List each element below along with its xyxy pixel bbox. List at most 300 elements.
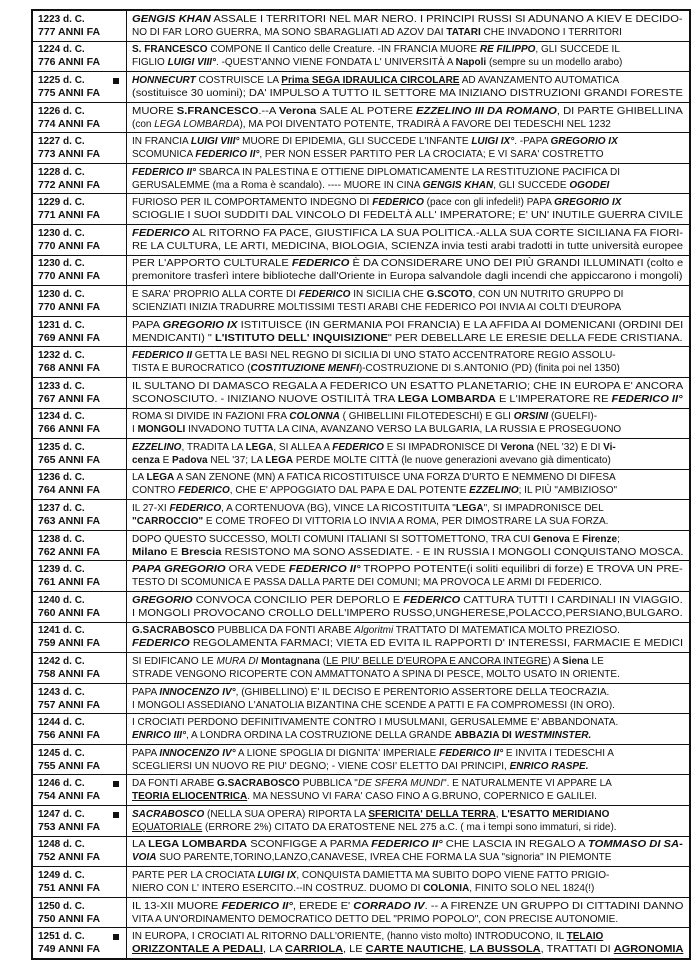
timeline-row	[33, 102, 689, 133]
event-text-segment: ( GHIBELLINI FILOTEDESCHI) E GLI	[339, 411, 514, 423]
event-text-segment: FEDERICO II°	[288, 564, 361, 576]
event-text-line	[132, 729, 684, 742]
year-label: 1244 d. C.	[38, 717, 85, 729]
event-text-segment: FEDERICO II°	[371, 839, 443, 851]
timeline-row	[33, 744, 689, 775]
year-label: 1224 d. C.	[38, 44, 85, 56]
square-marker-icon	[113, 78, 119, 84]
event-text-run	[132, 166, 620, 179]
event-text-segment: EZZELINO	[132, 441, 182, 453]
event-text-segment: LE PIU' BELLE D'EUROPA E ANCORA INTEGRE	[326, 655, 548, 667]
years-ago-label: 775 ANNI FA	[38, 86, 101, 99]
years-ago-label: 750 ANNI FA	[38, 912, 101, 925]
event-text-run	[132, 179, 609, 192]
event-text-segment: LEGA	[265, 454, 294, 466]
event-text-segment: , CON UN NUTRITO GRUPPO DI	[472, 288, 624, 300]
event-text-segment: (NELLA SUA OPERA) RIPORTA LA	[204, 808, 369, 820]
event-text-segment: IL 27-XI	[132, 503, 170, 515]
event-text-segment: Milano	[132, 546, 168, 558]
years-ago-label: 771 ANNI FA	[38, 209, 101, 222]
timeline-row	[33, 255, 689, 286]
year-label: 1237 d. C.	[38, 503, 85, 515]
square-marker-icon	[113, 934, 119, 940]
event-text-segment: MENDICANTI) "	[132, 332, 215, 344]
event-text-run	[132, 74, 619, 87]
event-text-segment: FEDERICO	[372, 197, 424, 209]
year-label: 1238 d. C.	[38, 533, 85, 545]
event-text-segment: I MONGOLI PROVOCANO CROLLO DELL'IMPERO RUSSO,UNGHERESE,POLACCO,PERSIANO,BULGARO.	[132, 607, 683, 619]
event-text-segment: ), MA POI DIVENTATO POTENTE, TRADIRÀ A FAVORE DEI TEDESCHI NEL 1232	[239, 118, 611, 130]
event-text-line	[132, 563, 684, 576]
year-label: 1228 d. C.	[38, 166, 85, 178]
event-text-segment: " PER DEBELLARE LE ERESIE DELLA FEDE CRISTIANA.	[387, 332, 683, 344]
timeline-row	[33, 438, 689, 469]
event-cell	[127, 928, 689, 958]
event-text-segment: Verona	[500, 441, 534, 453]
event-text-line	[132, 716, 684, 729]
event-text-segment: LA BUSSOLA	[469, 944, 541, 956]
year-line	[38, 809, 126, 821]
years-ago-label: 770 ANNI FA	[38, 239, 101, 252]
event-text-run	[132, 441, 616, 454]
date-cell	[33, 470, 127, 500]
event-text-segment: , LA	[262, 944, 285, 956]
timeline-row	[33, 622, 689, 653]
date-cell	[33, 623, 127, 653]
event-text-segment: ) A	[547, 655, 563, 667]
event-text-segment: PAPA	[132, 319, 163, 331]
event-text-segment: CORRADO IV	[353, 900, 425, 912]
event-text-segment: SCONOSCIUTO. - INIZIANO NUOVE OSTILITÀ TRA	[132, 393, 398, 405]
event-text-segment: )-COSTRUZIONE DI S.ANTONIO (PD) (finita poi nel 1350)	[358, 363, 620, 375]
event-text-line	[132, 655, 684, 668]
event-text-segment: .--A	[258, 105, 279, 117]
event-text-segment: , TRATTATI DI	[540, 944, 614, 956]
event-text-segment: EZZELINO	[469, 485, 519, 497]
year-label: 1250 d. C.	[38, 900, 85, 912]
event-text-run	[132, 87, 683, 100]
event-text-run	[132, 624, 620, 637]
event-text-line	[132, 332, 684, 345]
event-text-line	[132, 301, 684, 314]
event-text-run	[132, 393, 683, 406]
years-ago-label: 770 ANNI FA	[38, 270, 101, 283]
date-cell	[33, 928, 127, 958]
timeline-row	[33, 530, 689, 561]
year-line	[38, 870, 126, 882]
event-text-segment: COSTRUISCE LA	[195, 74, 282, 86]
event-text-segment: ASSALE I TERRITORI NEL MAR NERO. I PRINCIPI RUSSI SI ADUNANO A KIEV E DECIDO-	[210, 13, 683, 25]
event-text-segment: EZZELINO III DA ROMANO	[416, 105, 557, 117]
event-text-line	[132, 166, 684, 179]
year-line	[38, 564, 126, 576]
event-text-segment: ;	[617, 533, 620, 545]
event-text-run	[132, 270, 682, 283]
event-text-run	[132, 105, 683, 118]
event-text-segment: Brescia	[181, 546, 222, 558]
event-cell	[127, 256, 689, 286]
event-text-segment: GENGIS KHAN	[132, 13, 211, 25]
years-ago-label: 754 ANNI FA	[38, 790, 101, 803]
event-text-segment: ". E NATURALMENTE VI APPARE LA	[443, 778, 612, 790]
event-text-line	[132, 423, 684, 436]
event-text-line	[132, 227, 684, 240]
event-text-segment: DOPO QUESTO SUCCESSO, MOLTI COMUNI ITALIANI SI SOTTOMETTONO, TRA CUI	[132, 533, 534, 545]
event-text-segment: LUIGI IX°	[471, 136, 515, 148]
years-ago-label: 756 ANNI FA	[38, 729, 101, 742]
event-text-line	[132, 43, 684, 56]
date-cell	[33, 745, 127, 775]
event-text-segment: . -QUEST'ANNO VIENE FONDATA L' UNIVERSITÀ A	[216, 57, 456, 69]
event-text-segment: E SI IMPADRONISCE DI	[383, 441, 501, 453]
timeline-row	[33, 652, 689, 683]
event-text-segment: RE LA CULTURA, LE ARTI, MEDICINA, BIOLOGIA, SCIENZA invia testi arabi tradotti in tutte università europee	[132, 240, 684, 252]
event-text-segment: IN EUROPA, I CROCIATI AL RITORNO DALL'ORIENTE, (hanno visto molto) INTRODUCONO, IL	[132, 931, 567, 943]
event-text-run	[132, 607, 683, 620]
event-text-segment: I CROCIATI PERDONO DEFINITIVAMENTE CONTRO I MUSULMANI, GERUSALEMME E' ABBANDONATA.	[132, 717, 619, 729]
timeline-row	[33, 41, 689, 72]
event-text-segment: PUBBLICA DA FONTI ARABE	[214, 625, 355, 637]
year-label: 1229 d. C.	[38, 197, 85, 209]
event-cell	[127, 42, 689, 72]
year-line	[38, 381, 126, 393]
event-text-run	[132, 882, 594, 895]
event-text-line	[132, 533, 684, 546]
years-ago-label: 764 ANNI FA	[38, 484, 101, 497]
event-text-run	[132, 790, 597, 803]
event-text-line	[132, 808, 684, 821]
event-cell	[127, 684, 689, 714]
event-text-segment: COLONNA	[289, 411, 340, 423]
event-text-segment: L'ISTITUTO DELL' INQUISIZIONE	[214, 332, 388, 344]
year-line	[38, 197, 126, 209]
event-text-segment: COMPONE Il Cantico delle Creature. -IN FRANCIA MUORE	[207, 44, 480, 56]
event-cell	[127, 531, 689, 561]
event-text-run	[132, 900, 683, 913]
event-text-segment: E COME TROFEO DI VITTORIA LO INVIA A ROMA, PER DIMOSTRARE LA SUA FORZA.	[203, 516, 609, 528]
event-text-segment: FIGLIO	[132, 57, 168, 69]
event-text-line	[132, 594, 684, 607]
event-text-line	[132, 319, 684, 332]
event-text-segment: GREGORIO IX	[550, 136, 618, 148]
date-cell	[33, 500, 127, 530]
year-label: 1227 d. C.	[38, 136, 85, 148]
event-text-run	[132, 686, 609, 699]
event-cell	[127, 409, 689, 439]
event-text-segment: (	[320, 655, 327, 667]
event-text-run	[132, 26, 622, 39]
timeline-row	[33, 805, 689, 836]
event-text-segment: SACRABOSCO	[132, 808, 205, 820]
event-cell	[127, 347, 689, 377]
event-text-run	[132, 209, 683, 222]
years-ago-label: 758 ANNI FA	[38, 667, 101, 680]
event-text-segment: "CARROCCIO"	[132, 516, 204, 528]
event-cell	[127, 470, 689, 500]
event-text-segment: ENRICO III°	[132, 730, 187, 742]
date-cell	[33, 194, 127, 224]
event-text-run	[132, 135, 618, 148]
event-text-segment: FEDERICO	[132, 638, 190, 650]
event-text-run	[132, 546, 683, 559]
timeline-row	[33, 346, 689, 377]
event-text-segment: , CONQUISTA DAMIETTA MA SUBITO DOPO VIENE FATTO PRIGIO-	[296, 869, 610, 881]
event-text-segment: FEDERICO	[332, 441, 384, 453]
event-text-run	[132, 240, 683, 253]
event-text-segment: CHE INVADONO I TERRITORI	[480, 26, 622, 38]
event-text-line	[132, 777, 684, 790]
event-text-segment: DA FONTI ARABE	[132, 778, 218, 790]
event-text-segment: PAPA GREGORIO	[132, 564, 226, 576]
event-text-segment: LA	[132, 839, 149, 851]
year-line	[38, 350, 126, 362]
event-text-line	[132, 393, 684, 406]
event-text-run	[132, 56, 622, 69]
event-text-segment: PUBBLICA "	[299, 778, 358, 790]
event-text-segment: , DI PARTE GHIBELLINA	[556, 105, 683, 117]
event-cell	[127, 745, 689, 775]
event-text-segment: Vi-	[603, 441, 616, 453]
event-text-segment: , PER NON ESSER PARTITO PER LA CROCIATA; E VI SARA' COSTRETTO	[259, 149, 604, 161]
event-text-run	[132, 943, 683, 956]
event-text-run	[132, 13, 683, 26]
years-ago-label: 768 ANNI FA	[38, 362, 101, 375]
event-text-run	[132, 747, 614, 760]
event-text-run	[132, 821, 617, 834]
event-text-line	[132, 196, 684, 209]
event-text-segment: FURIOSO PER IL COMPORTAMENTO INDEGNO DI	[132, 197, 373, 209]
event-text-segment: FEDERICO II°	[439, 747, 504, 759]
event-text-segment: , FINITO SOLO NEL 1824(!)	[469, 882, 595, 894]
event-text-run	[132, 43, 620, 56]
event-text-segment: E L'IMPERATORE RE	[495, 393, 612, 405]
event-cell	[127, 225, 689, 255]
timeline-row	[33, 499, 689, 530]
event-text-segment: TELAIO	[566, 931, 604, 943]
event-text-segment: Prima SEGA IDRAULICA CIRCOLARE	[281, 74, 460, 86]
year-line	[38, 228, 126, 240]
event-text-segment: GREGORIO	[132, 594, 193, 606]
year-label: 1246 d. C.	[38, 778, 85, 790]
date-cell	[33, 225, 127, 255]
event-text-segment: GREGORIO IX	[554, 197, 622, 209]
date-cell	[33, 72, 127, 102]
event-text-line	[132, 471, 684, 484]
event-text-line	[132, 838, 684, 851]
square-marker-icon	[113, 781, 119, 787]
event-text-line	[132, 105, 684, 118]
event-text-line	[132, 349, 684, 362]
event-text-segment: COLONIA	[423, 882, 470, 894]
year-label: 1233 d. C.	[38, 380, 85, 392]
event-text-segment: WESTMINSTER.	[514, 730, 592, 742]
event-text-segment: INVADONO TUTTA LA CINA, AVANZANO VERSO LA BULGARIA, LA RUSSIA E PROSEGUONO	[185, 424, 622, 436]
event-text-segment: LEGA LOMBARDA	[397, 393, 496, 405]
year-line	[38, 136, 126, 148]
event-text-segment: LE	[588, 655, 604, 667]
year-label: 1248 d. C.	[38, 839, 85, 851]
event-text-segment: LEGA	[245, 441, 274, 453]
event-text-run	[132, 502, 604, 515]
event-text-segment: TATARI	[446, 26, 481, 38]
event-text-segment: CHE LASCIA IN REGALO A	[442, 839, 588, 851]
event-text-segment: premonitore trasferì intere biblioteche dall'Oriente in Europa salvandole dagli incendi che appiccarono i mongoli)	[132, 271, 683, 283]
event-text-line	[132, 484, 684, 497]
event-text-segment: FEDERICO	[298, 288, 351, 300]
event-text-line	[132, 454, 684, 467]
event-text-segment: LA	[132, 472, 147, 484]
event-text-run	[132, 716, 618, 729]
event-text-segment: E	[167, 546, 182, 558]
event-text-segment: COSTITUZIONE MENFI	[250, 363, 359, 375]
event-text-segment: ; IL PIÙ "AMBIZIOSO"	[518, 485, 618, 497]
event-text-segment: , EREDE E'	[292, 900, 354, 912]
event-text-line	[132, 410, 684, 423]
event-cell	[127, 714, 689, 744]
event-text-segment: (sempre su un modello arabo)	[486, 57, 623, 69]
event-text-segment: SUO PARENTE,TORINO,LANZO,CANAVESE, IVREA CHE FORMA LA SUA "signoria" IN PIEMONTE	[156, 852, 612, 864]
event-text-run	[132, 362, 620, 375]
event-text-segment: E INVITA I TEDESCHI A	[503, 747, 614, 759]
event-text-run	[132, 729, 591, 742]
years-ago-label: 751 ANNI FA	[38, 881, 101, 894]
event-text-run	[132, 227, 683, 240]
year-line	[38, 106, 126, 118]
event-text-segment: G.SACRABOSCO	[132, 625, 215, 637]
event-text-run	[132, 471, 616, 484]
timeline-row	[33, 897, 689, 928]
event-text-segment: TESTO DI SCOMUNICA E PASSA DALLA PARTE DEI COMUNI; MA PROVOCA LE ARMI DI FEDERICO.	[132, 577, 602, 589]
event-text-segment: E	[159, 454, 173, 466]
timeline-row	[33, 683, 689, 714]
years-ago-label: 755 ANNI FA	[38, 759, 101, 772]
event-text-line	[132, 668, 684, 681]
event-text-line	[132, 288, 684, 301]
event-text-segment: Napoli	[455, 57, 487, 69]
event-text-segment: FEDERICO II°	[611, 393, 683, 405]
event-text-segment: FEDERICO	[169, 503, 222, 515]
event-text-segment: ORSINI	[513, 411, 549, 423]
years-ago-label: 773 ANNI FA	[38, 148, 101, 161]
date-cell	[33, 653, 127, 683]
year-line	[38, 931, 126, 943]
timeline-row	[33, 560, 689, 591]
year-label: 1251 d. C.	[38, 931, 85, 943]
event-text-run	[132, 533, 620, 546]
event-text-segment: CONTRO	[132, 485, 179, 497]
event-text-line	[132, 686, 684, 699]
year-label: 1223 d. C.	[38, 13, 85, 25]
event-cell	[127, 133, 689, 163]
event-text-segment: I MONGOLI ASSEDIANO L'ANATOLIA BIZANTINA CHE SCENDE A PATTI E FA COMPROMESSI (IN ORO).	[132, 699, 615, 711]
event-text-line	[132, 607, 684, 620]
event-text-line	[132, 851, 684, 864]
year-line	[38, 14, 126, 26]
year-label: 1225 d. C.	[38, 74, 85, 86]
event-text-line	[132, 13, 684, 26]
year-line	[38, 901, 126, 913]
event-text-run	[132, 148, 604, 161]
event-text-segment: Firenze	[582, 533, 618, 545]
timeline-row	[33, 591, 689, 622]
event-text-line	[132, 930, 684, 943]
year-line	[38, 656, 126, 668]
event-text-segment: Padova	[172, 454, 208, 466]
years-ago-label: 762 ANNI FA	[38, 545, 101, 558]
event-text-segment: LUIGI VIII°	[167, 57, 217, 69]
event-text-run	[132, 563, 683, 576]
event-text-line	[132, 760, 684, 773]
years-ago-label: 772 ANNI FA	[38, 178, 101, 191]
date-cell	[33, 592, 127, 622]
event-cell	[127, 194, 689, 224]
year-line	[38, 625, 126, 637]
year-line	[38, 75, 126, 87]
event-text-segment: , A CORTENUOVA (BG), VINCE LA RICOSTITUITA "	[221, 503, 456, 515]
event-text-line	[132, 515, 684, 528]
year-line	[38, 534, 126, 546]
date-cell	[33, 11, 127, 41]
event-text-segment: PERDE MOLTE CITTÀ (le nuove generazioni avevano già dimenticato)	[293, 454, 611, 466]
date-cell	[33, 347, 127, 377]
date-cell	[33, 531, 127, 561]
date-cell	[33, 42, 127, 72]
timeline-row	[33, 224, 689, 255]
event-text-segment: HONNECURT	[132, 74, 196, 86]
event-text-segment: VOIA	[132, 852, 157, 864]
date-cell	[33, 133, 127, 163]
event-text-segment: IL 13-XII MUORE	[132, 900, 222, 912]
event-text-segment: MUORE	[132, 105, 177, 117]
event-cell	[127, 623, 689, 653]
event-text-segment: MURA DI	[216, 655, 259, 667]
event-text-segment: TOMMASO DI SA-	[587, 839, 683, 851]
timeline-row	[33, 193, 689, 224]
event-text-segment: ROMA SI DIVIDE IN FAZIONI FRA	[132, 411, 290, 423]
years-ago-label: 752 ANNI FA	[38, 851, 101, 864]
event-text-segment: E	[569, 533, 583, 545]
event-text-segment: , CHE E' APPOGGIATO DAL PAPA E DAL POTENTE	[229, 485, 470, 497]
event-text-segment: FEDERICO	[291, 258, 350, 270]
event-text-line	[132, 637, 684, 650]
event-text-segment: LEGA	[455, 503, 484, 515]
event-text-segment: , LE	[343, 944, 366, 956]
event-text-segment: RE FILIPPO	[479, 44, 536, 56]
event-text-line	[132, 747, 684, 760]
year-line	[38, 472, 126, 484]
event-text-segment: I	[132, 424, 138, 436]
event-text-segment: NEL '37; LA	[207, 454, 266, 466]
years-ago-label: 776 ANNI FA	[38, 56, 101, 69]
event-text-segment: SCIOGLIE I SUOI SUDDITI DAL VINCOLO DI FEDELTÀ ALL' IMPERATORE; E' UN' INUTILE GUERRA CIVILE	[132, 210, 684, 222]
date-cell	[33, 775, 127, 805]
date-cell	[33, 439, 127, 469]
event-text-line	[132, 869, 684, 882]
event-text-segment: , A LONDRA ORDINA LA COSTRUZIONE DELLA GRANDE	[186, 730, 455, 742]
event-text-segment: SFERICITA' DELLA TERRA	[368, 808, 496, 820]
event-text-segment: MUORE DI EPIDEMIA, GLI SUCCEDE L'INFANTE	[239, 136, 472, 148]
year-line	[38, 839, 126, 851]
event-text-segment: Verona	[278, 105, 317, 117]
timeline-row	[33, 836, 689, 867]
year-line	[38, 44, 126, 56]
event-text-segment: ENRICO RASPE.	[509, 760, 589, 772]
year-label: 1242 d. C.	[38, 655, 85, 667]
event-text-segment: , GLI SUCCEDE	[493, 179, 570, 191]
event-text-segment: PAPA	[132, 686, 160, 698]
event-text-segment: Montagnana	[261, 655, 320, 667]
event-text-line	[132, 821, 684, 834]
